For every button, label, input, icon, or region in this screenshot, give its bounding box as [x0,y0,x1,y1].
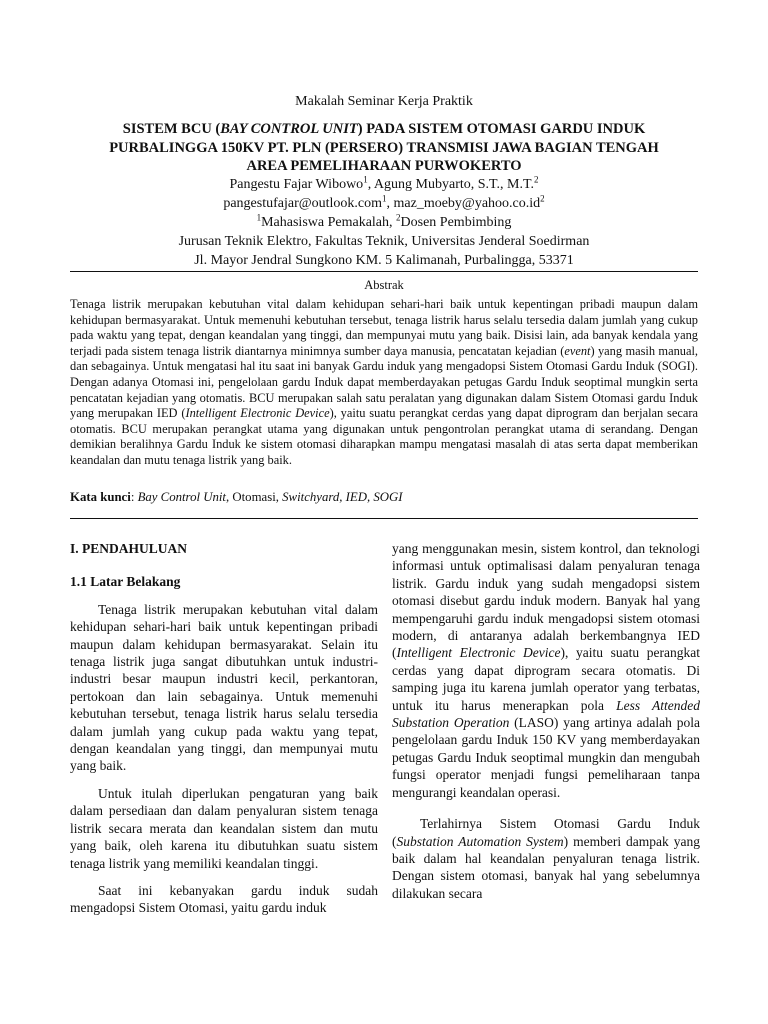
paragraph-1: Tenaga listrik merupakan kebutuhan vital dalam kehidupan sehari-hari baik untuk kepentingan pribadi maupun dalam kehidupan bermasyarakat. Selain itu tenaga listrik juga sangat dibutuhkan untuk industri-industri besar maupun industri kecil, perkantoran, pertokoan dan lain sebagainya. Untuk memenuhi kebutuhan tersebut, tenaga listrik harus selalu tersedia dalam jumlah yang cukup pada waktu yang tepat, dengan keandalan yang tinggi, dan mempunyai mutu yang baik. [70,601,378,774]
author-emails: pangestufajar@outlook.com$^1$, $maz\_moeby@yahoo.co.id^2$ [223,193,545,211]
section-heading: I. PENDAHULUAN [70,541,188,556]
affiliation: Jurusan Teknik Elektro, Fakultas Teknik, Universitas Jenderal Soedirman [178,234,590,249]
title-line-2: PURBALINGGA 150KV PT. PLN (PERSERO) TRANSMISI JAWA BAGIAN TENGAH [109,139,659,156]
email-1: pangestufajar@outlook.com [223,196,383,211]
email-2: , maz_moeby@yahoo.co.id [386,196,541,211]
subsection-heading: 1.1 Latar Belakang [70,574,181,590]
divider-top [70,271,698,272]
keywords: Kata kunci: Bay Control Unit, Otomasi, Switchyard, IED, SOGI [70,490,403,504]
keywords-label: Kata kunci [70,490,131,504]
paragraph-4: yang menggunakan mesin, sistem kontrol, dan teknologi informasi untuk optimalisasi dalam penyaluran tenaga listrik. Gardu induk yang sudah mengadopsi sistem otomasi disebut gardu induk modern. Banyak hal yang mempengaruhi gardu induk mengadopsi sistem otomasi modern, di antaranya adalah berkembangnya IED (Intelligent Electronic Device), yaitu suatu perangkat cerdas yang dapat diprogram secara otomatis. Di samping juga itu karena jumlah operator yang terbatas, untuk itu harus menerapkan pola Less Attended Substation Operation (LASO) yang artinya adalah pola pengelolaan gardu Induk 150 KV yang memberdayakan petugas Gardu Induk seoptimal mungkin dan mengubah fungsi operator menjadi fungsi pemeliharaan tanpa mengurangi keandalan operasi. [392,541,701,800]
address: Jl. Mayor Jendral Sungkono KM. 5 Kalimanah, Purbalingga, 53371 [194,253,574,268]
divider-bottom [70,518,698,519]
author-block [70,175,698,270]
seminar-label: Makalah Seminar Kerja Praktik [295,94,473,109]
paragraph-2: Untuk itulah diperlukan pengaturan yang baik dalam persediaan dan dalam penyaluran sistem tenaga listrik secara merata dan keandalan sistem dan mutu yang baik, oleh karena itu dibutuhkan suatu sistem tenaga listrik yang memiliki keandalan tinggi. [70,785,378,871]
paragraph-5: Terlahirnya Sistem Otomasi Gardu Induk (Substation Automation System) memberi dampak yang baik dalam hal keandalan penyaluran tenaga listrik. Dengan sistem otomasi, banyak hal yang sebelumnya dilakukan secara [392,816,700,901]
right-column [392,540,700,912]
left-column [70,540,378,927]
abstract-heading: Abstrak [364,278,404,292]
author-names: Pangestu Fajar Wibowo$^1$, Agung Mubyarto, S.T., M.T.$^2$ [229,174,539,192]
paper-title [70,120,698,176]
author-2: Agung Mubyarto, S.T., M.T. [373,177,535,192]
abstract-text: Tenaga listrik merupakan kebutuhan vital dalam kehidupan sehari-hari baik untuk kepentingan pribadi maupun dalam kehidupan bermasyarakat. Untuk memenuhi kebutuhan tersebut, tenaga listrik harus selalu tersedia dalam jumlah yang cukup pada waktu yang tepat, dengan keandalan yang tinggi, dan mempunyai mutu yang baik. Disisi lain, ada banyak kendala yang terjadi pada sistem tenaga listrik diantarnya minimnya sumber daya manusia, pencatatan kejadian (event) yang masih manual, dan sebagainya. Untuk mengatasi hal itu saat ini banyak Gardu induk yang mengadopsi Sistem Otomasi Gardu Induk (SOGI). Dengan adanya Otomasi ini, pengelolaan gardu Induk dapat memberdayakan petugas Gardu Induk seoptimal mungkin serta pencatatan kejadian yang otomatis. BCU merupakan salah satu peralatan yang digunakan dalam Sistem Otomasi gardu Induk yang merupakan IED (Intelligent Electronic Device), yaitu suatu perangkat cerdas yang dapat diprogram dan berjalan secara otomatis. BCU merupakan perangkat utama yang digunakan untuk pengontrolan perangkat utama di serandang. Dengan demikian beralihnya Gardu Induk ke sistem otomasi diharapkan mampu mengatasi masalah di atas serta dapat memberikan keandalan dan mutu tenaga listrik yang baik. [70,297,698,467]
paragraph-3: Saat ini kebanyakan gardu induk sudah mengadopsi Sistem Otomasi, yaitu gardu induk [70,882,378,916]
author-roles: $^1$Mahasiswa Pemakalah, $^2$Dosen Pembimbing [256,212,512,230]
title-line-3: AREA PEMELIHARAAN PURWOKERTO [246,158,522,174]
title-line-1: SISTEM BCU (BAY CONTROL UNIT) PADA SISTEM OTOMASI GARDU INDUK [122,121,646,137]
author-1: Pangestu Fajar Wibowo [229,177,364,192]
